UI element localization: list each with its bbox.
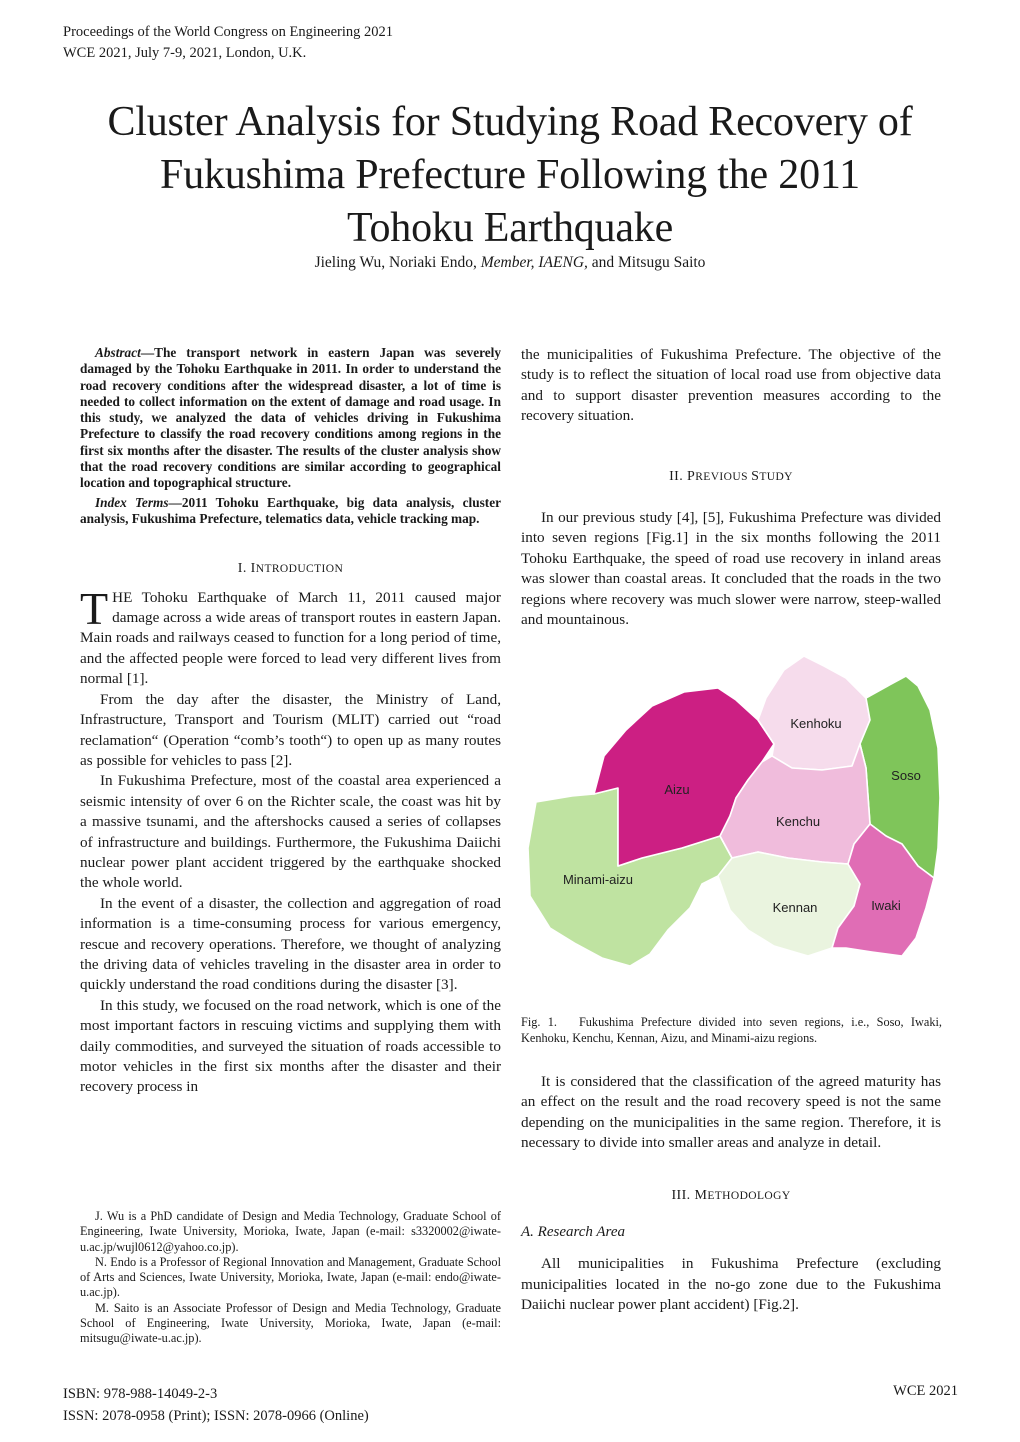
section-heading-rest: ETHODOLOGY [707,1189,791,1202]
author-names: Jieling Wu, Noriaki Endo, [314,254,481,271]
index-terms-text: 2011 Tohoku Earthquake, big data analysis, cluster analysis, Fukushima Prefecture, telematics data, vehicle tracking map. [80,494,501,526]
right-column-top [521,345,941,630]
title-line-1: Cluster Analysis for Studying Road Recovery of [107,99,913,145]
author-list [60,254,960,272]
title-line-3: Tohoku Earthquake [346,205,674,251]
index-terms-dash: — [168,494,182,510]
intro-paragraph-2: From the day after the disaster, the Ministry of Land, Infrastructure, Transport and Tourism (MLIT) carried out “road reclamation“ (Operation “comb’s tooth“) to open up as many routes as possible for vehicles to pass [2]. [80,690,501,769]
section-heading-rest-2: TUDY [759,470,793,483]
label-aizu: Aizu [664,782,690,797]
figure-1-map [522,648,944,978]
footer-identifiers [63,1383,369,1427]
label-kenchu: Kenchu [775,814,821,829]
section-heading-rest: NTRODUCTION [255,563,344,576]
section-heading-initial: I [250,561,256,577]
figure-1-caption [521,1015,942,1046]
label-minami-aizu: Minami-aizu [562,872,634,887]
label-soso: Soso [891,768,921,783]
right-column-bottom [521,1072,941,1316]
methodology-paragraph-1: All municipalities in Fukushima Prefecture (excluding municipalities located in the no-go zone due to the Fukushima Daiichi nuclear power plant accident) [Fig.2]. [521,1255,941,1314]
index-terms-label: Index Terms [95,494,169,510]
intro-paragraph-1-text: HE Tohoku Earthquake of March 11, 2011 caused major damage across a wide areas of transport routes in eastern Japan. Main roads and railways ceased to function for a long period of time, and the affected people were forced to lead very different lives from normal [1]. [80,588,501,688]
section-number: III. [671,1187,691,1203]
region-kenhoku [758,656,870,770]
footer-issn: ISSN: 2078-0958 (Print); ISSN: 2078-0966 (Online) [63,1408,369,1424]
intro-paragraph-1 [80,582,501,690]
previous-study-paragraph-1: In our previous study [4], [5], Fukushima Prefecture was divided into seven regions [Fig.1] in the six months following the 2011 Tohoku Earthquake, the speed of road use recovery in inland areas was slower than coastal areas. It concluded that the roads in the two regions where recovery was much slower were narrow, steep-walled and mountainous. [521,509,941,629]
abstract-label: Abstract [95,345,141,360]
section-heading-introduction [80,559,501,579]
conference-dates: WCE 2021, July 7-9, 2021, London, U.K. [63,45,307,61]
label-kennan: Kennan [772,900,818,915]
abstract-text: The transport network in eastern Japan was severely damaged by the Tohoku Earthquake in 2011. In order to understand the road recovery conditions after the widespread disaster, a lot of time is needed to collect information on the extent of damage and road usage. In this study, we analyzed the data of vehicles driving in Fukushima Prefecture to classify the road recovery conditions among regions in the first six months after the disaster. The results of the cluster analysis show that the road recovery conditions are similar according to geographical location and topographical structure. [80,345,501,491]
abstract-paragraph [80,345,501,492]
fukushima-region-map [522,648,944,978]
footnote-wu: J. Wu is a PhD candidate of Design and Media Technology, Graduate School of Engineering, Iwate University, Morioka, Iwate, Japan (e-mail: s3320002@iwate-u.ac.jp/wujl0612@yahoo.co.jp). [80,1209,501,1254]
paper-title [60,96,960,255]
section-heading-initial-2: S [751,468,760,484]
label-kenhoku: Kenhoku [790,716,842,731]
section-heading-methodology [521,1186,941,1206]
author-last: and Mitsugu Saito [587,254,706,271]
intro-paragraph-4: In the event of a disaster, the collection and aggregation of road information is a time-consuming process for various emergency, rescue and recovery operations. Therefore, we thought of analyzing the driving data of vehicles traveling in the disaster area in order to quickly understand the road conditions during the disaster [3]. [80,894,501,994]
conference-header [63,22,393,64]
intro-paragraph-5-continued: the municipalities of Fukushima Prefecture. The objective of the study is to reflect the situation of local road use from objective data and to support disaster prevention measures according to the recovery situation. [521,346,941,425]
intro-paragraph-3: In Fukushima Prefecture, most of the coastal area experienced a seismic intensity of over 6 on the Richter scale, the coast was hit by a massive tsunami, and the aftershocks caused a series of collapses of infrastructure and buildings. Furthermore, the Fukushima Daiichi nuclear power plant accident triggered by the earthquake shocked the whole world. [80,772,501,892]
previous-study-paragraph-2: It is considered that the classification of the agreed maturity has an effect on the result and the road recovery speed is not the same depending on the municipalities in the same region. Therefore, it is necessary to divide into smaller areas and analyze in detail. [521,1073,941,1152]
footer-conference: WCE 2021 [893,1383,958,1399]
section-number: I. [237,561,247,577]
section-heading-rest: REVIOUS [695,470,752,483]
author-footnotes [80,1209,501,1347]
caption-text: Fukushima Prefecture divided into seven regions, i.e., Soso, Iwaki, Kenhoku, Kenchu, Kennan, Aizu, and Minami-aizu regions. [521,1015,942,1045]
footnote-saito: M. Saito is an Associate Professor of Design and Media Technology, Graduate School of Engineering, Iwate University, Morioka, Iwate, Japan (e-mail: mitsugu@iwate-u.ac.jp). [80,1300,501,1346]
section-heading-initial: P [687,468,696,484]
section-heading-previous-study [521,467,941,487]
drop-cap: T [80,582,109,634]
section-number: II. [669,468,684,484]
footer-isbn: ISBN: 978-988-14049-2-3 [63,1386,218,1402]
conference-name: Proceedings of the World Congress on Engineering 2021 [63,24,393,40]
abstract [80,345,501,527]
section-heading-initial: M [694,1187,708,1203]
author-membership: Member, IAENG, [480,254,588,271]
caption-label: Fig. 1. [521,1015,558,1029]
left-column [80,345,501,1098]
abstract-dash: — [140,345,155,360]
label-iwaki: Iwaki [871,898,901,913]
index-terms [80,495,501,528]
title-line-2: Fukushima Prefecture Following the 2011 [160,152,860,198]
intro-paragraph-5: In this study, we focused on the road network, which is one of the most important factors in rescuing victims and supplying them with daily commodities, and surveyed the situation of roads accessible to motor vehicles in the first six months after the disaster and their recovery process in [80,996,501,1096]
footnote-endo: N. Endo is a Professor of Regional Innovation and Management, Graduate School of Arts and Sciences, Iwate University, Morioka, Iwate, Japan (e-mail: endo@iwate-u.ac.jp). [80,1254,501,1300]
subsection-research-area: A. Research Area [521,1224,625,1241]
